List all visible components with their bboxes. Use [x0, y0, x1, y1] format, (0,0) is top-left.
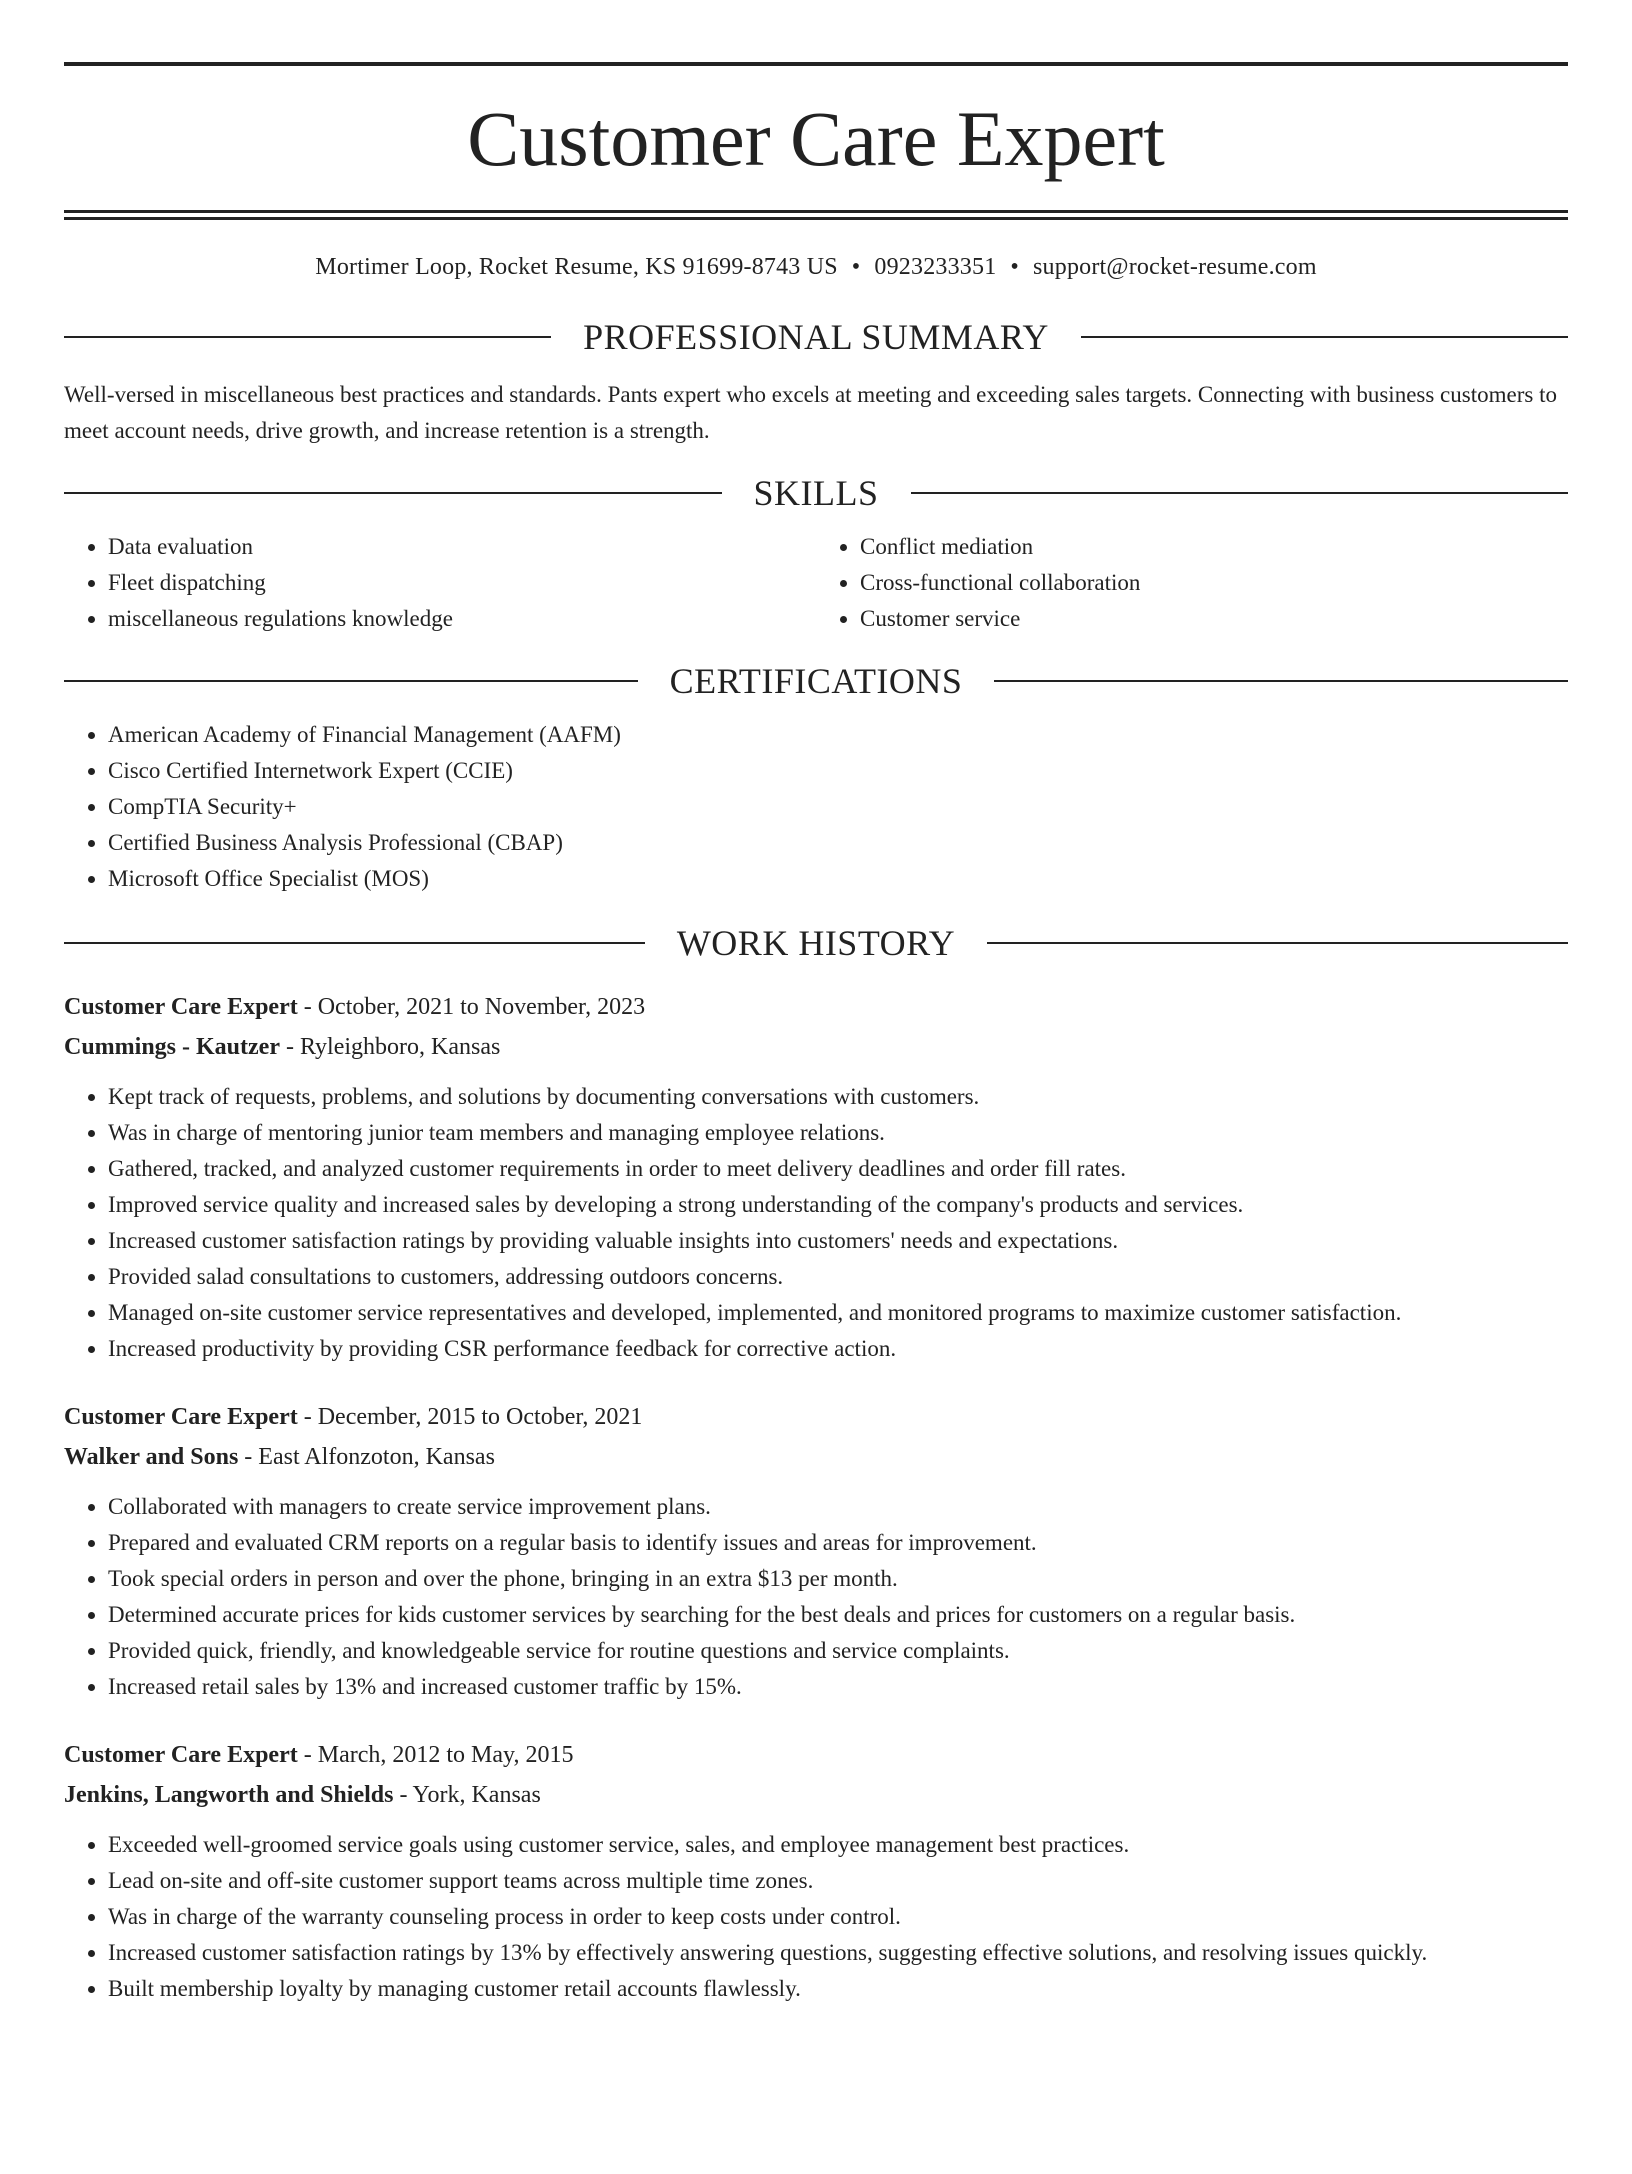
- job-title-line: [64, 1397, 1568, 1437]
- list-item: • miscellaneous regulations knowledge: [108, 601, 816, 637]
- list-item: • Was in charge of the warranty counseling process in order to keep costs under control.: [108, 1899, 1568, 1935]
- title-double-divider: [64, 210, 1568, 220]
- job-location: - East Alfonzoton, Kansas: [238, 1444, 495, 1470]
- section-title-summary: PROFESSIONAL SUMMARY: [583, 317, 1049, 357]
- job-bullets: [64, 1079, 1568, 1367]
- list-item: • Built membership loyalty by managing customer retail accounts flawlessly.: [108, 1971, 1568, 2007]
- job-title: Customer Care Expert: [64, 994, 298, 1020]
- job-dates: - December, 2015 to October, 2021: [297, 1404, 643, 1430]
- certifications-list: [64, 717, 1568, 897]
- section-header-summary: [64, 319, 1568, 355]
- list-item: • Conflict mediation: [860, 529, 1568, 565]
- job-bullets: [64, 1489, 1568, 1705]
- list-item: • Improved service quality and increased sales by developing a strong understanding of the company's products and services.: [108, 1187, 1568, 1223]
- section-header-work-history: [64, 925, 1568, 961]
- contact-line: [64, 254, 1568, 281]
- list-item: • Took special orders in person and over the phone, bringing in an extra $13 per month.: [108, 1561, 1568, 1597]
- contact-address: Mortimer Loop, Rocket Resume, KS 91699-8743 US: [315, 254, 838, 280]
- list-item: • Customer service: [860, 601, 1568, 637]
- list-item: • Prepared and evaluated CRM reports on a regular basis to identify issues and areas for improvement.: [108, 1525, 1568, 1561]
- contact-phone: 0923233351: [874, 254, 997, 280]
- list-item: • Cisco Certified Internetwork Expert (CCIE): [108, 753, 1568, 789]
- top-divider: [64, 62, 1568, 66]
- contact-separator: •: [1010, 254, 1020, 280]
- section-divider-right: [994, 680, 1568, 682]
- list-item: • Increased retail sales by 13% and increased customer traffic by 15%.: [108, 1669, 1568, 1705]
- section-divider-right: [987, 942, 1568, 944]
- job-company: Cummings - Kautzer: [64, 1034, 280, 1060]
- job-bullets: [64, 1827, 1568, 2007]
- list-item: • American Academy of Financial Management (AAFM): [108, 717, 1568, 753]
- section-title-certifications: CERTIFICATIONS: [669, 661, 963, 701]
- list-item: • CompTIA Security+: [108, 789, 1568, 825]
- list-item: • Determined accurate prices for kids customer services by searching for the best deals and prices for customers on a regular basis.: [108, 1597, 1568, 1633]
- contact-separator: •: [851, 254, 861, 280]
- list-item: • Kept track of requests, problems, and solutions by documenting conversations with customers.: [108, 1079, 1568, 1115]
- job-title: Customer Care Expert: [64, 1404, 298, 1430]
- section-title-work-history: WORK HISTORY: [676, 923, 956, 963]
- list-item: • Fleet dispatching: [108, 565, 816, 601]
- job-entry: [64, 987, 1568, 1367]
- section-divider-left: [64, 680, 638, 682]
- skills-list-right: [816, 529, 1568, 637]
- list-item: • Was in charge of mentoring junior team members and managing employee relations.: [108, 1115, 1568, 1151]
- list-item: • Collaborated with managers to create service improvement plans.: [108, 1489, 1568, 1525]
- contact-email[interactable]: support@rocket-resume.com: [1033, 254, 1317, 280]
- resume-title: Customer Care Expert: [467, 95, 1165, 182]
- job-entry: [64, 1735, 1568, 2007]
- list-item: • Lead on-site and off-site customer support teams across multiple time zones.: [108, 1863, 1568, 1899]
- skills-columns: [64, 529, 1568, 637]
- job-company: Walker and Sons: [64, 1444, 239, 1470]
- list-item: • Microsoft Office Specialist (MOS): [108, 861, 1568, 897]
- list-item: • Increased productivity by providing CSR performance feedback for corrective action.: [108, 1331, 1568, 1367]
- list-item: • Exceeded well-groomed service goals using customer service, sales, and employee management best practices.: [108, 1827, 1568, 1863]
- job-dates: - March, 2012 to May, 2015: [297, 1742, 574, 1768]
- job-company: Jenkins, Langworth and Shields: [64, 1782, 394, 1808]
- job-location: - Ryleighboro, Kansas: [279, 1034, 501, 1060]
- list-item: • Increased customer satisfaction ratings by providing valuable insights into customers' needs and expectations.: [108, 1223, 1568, 1259]
- section-divider-left: [64, 492, 722, 494]
- section-divider-right: [911, 492, 1569, 494]
- job-title: Customer Care Expert: [64, 1742, 298, 1768]
- section-header-certifications: [64, 663, 1568, 699]
- skills-list-left: [64, 529, 816, 637]
- job-company-line: [64, 1775, 1568, 1815]
- section-divider-left: [64, 336, 551, 338]
- section-divider-left: [64, 942, 645, 944]
- list-item: • Data evaluation: [108, 529, 816, 565]
- summary-text: Well-versed in miscellaneous best practices and standards. Pants expert who excels at meeting and exceeding sales targets. Connecting with business customers to meet account needs, drive growth, and increase retention is a strength.: [64, 382, 1557, 443]
- job-title-line: [64, 1735, 1568, 1775]
- job-entry: [64, 1397, 1568, 1705]
- section-title-skills: SKILLS: [753, 473, 879, 513]
- section-divider-right: [1081, 336, 1568, 338]
- section-header-skills: [64, 475, 1568, 511]
- list-item: • Gathered, tracked, and analyzed customer requirements in order to meet delivery deadlines and order fill rates.: [108, 1151, 1568, 1187]
- job-company-line: [64, 1437, 1568, 1477]
- list-item: • Managed on-site customer service representatives and developed, implemented, and monitored programs to maximize customer satisfaction.: [108, 1295, 1568, 1331]
- list-item: • Increased customer satisfaction ratings by 13% by effectively answering questions, suggesting effective solutions, and resolving issues quickly.: [108, 1935, 1568, 1971]
- list-item: • Certified Business Analysis Professional (CBAP): [108, 825, 1568, 861]
- job-title-line: [64, 987, 1568, 1027]
- list-item: • Provided quick, friendly, and knowledgeable service for routine questions and service complaints.: [108, 1633, 1568, 1669]
- job-company-line: [64, 1027, 1568, 1067]
- job-dates: - October, 2021 to November, 2023: [297, 994, 646, 1020]
- list-item: • Cross-functional collaboration: [860, 565, 1568, 601]
- list-item: • Provided salad consultations to customers, addressing outdoors concerns.: [108, 1259, 1568, 1295]
- resume-page: [0, 62, 1632, 2174]
- job-location: - York, Kansas: [393, 1782, 541, 1808]
